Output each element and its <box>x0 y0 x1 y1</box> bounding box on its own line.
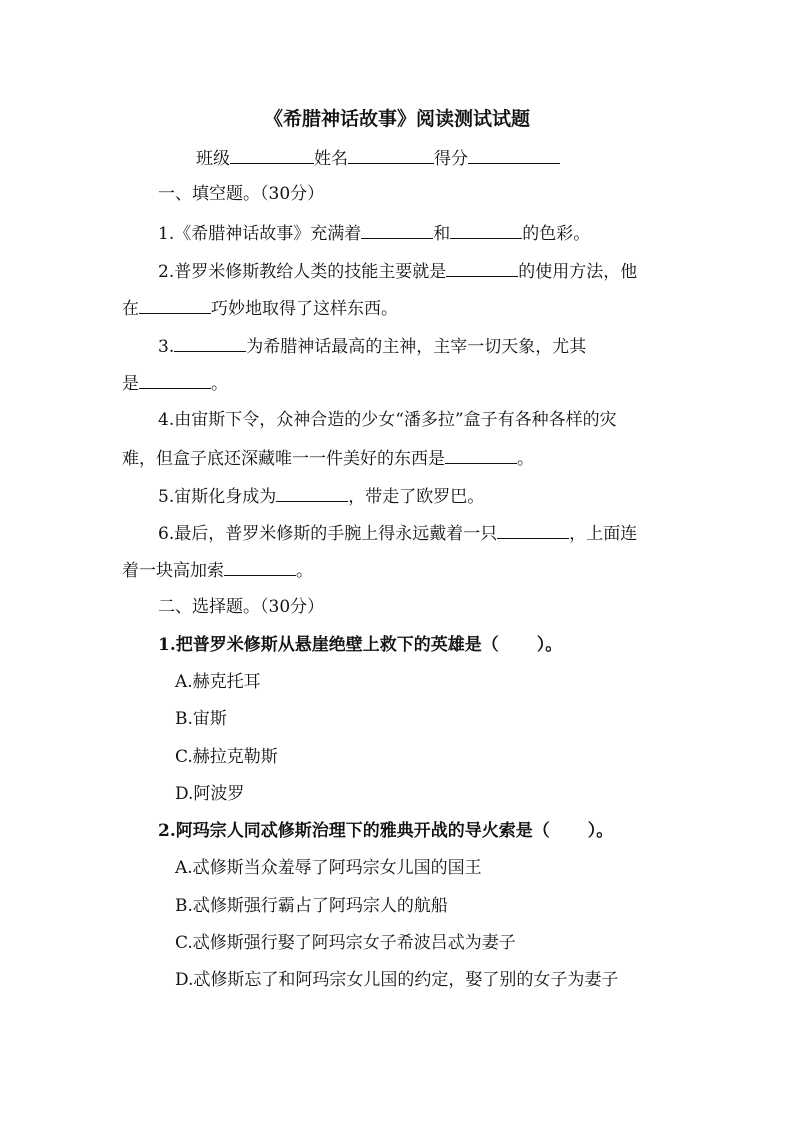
q1-blank-2[interactable] <box>450 221 522 239</box>
q6-blank-2[interactable] <box>224 558 296 576</box>
q4-blank[interactable] <box>445 446 517 464</box>
fill-question-6-line2: 着一块高加索 。 <box>122 558 682 582</box>
q1-option-d[interactable]: D.阿波罗 <box>175 784 245 804</box>
fill-question-2-line1: 2.普罗米修斯教给人类的技能主要就是 的使用方法，他 <box>158 259 718 283</box>
q2-blank-2[interactable] <box>139 296 211 314</box>
fill-question-1: 1.《希腊神话故事》充满着 和 的色彩。 <box>158 221 718 245</box>
fill-question-4-line2: 难，但盒子底还深藏唯一一件美好的东西是 。 <box>122 446 682 470</box>
section1-heading: 一、填空题。（30分） <box>158 184 325 204</box>
fill-question-2-line2: 在 巧妙地取得了这样东西。 <box>122 296 682 320</box>
q3-blank-2[interactable] <box>139 371 211 389</box>
section2-heading: 二、选择题。（30分） <box>158 597 325 617</box>
q5-blank[interactable] <box>276 484 348 502</box>
q2-blank-1[interactable] <box>446 259 518 277</box>
page-title: 《希腊神话故事》阅读测试试题 <box>263 108 530 130</box>
q2-option-a[interactable]: A.忒修斯当众羞辱了阿玛宗女儿国的国王 <box>175 858 482 878</box>
score-label: 得分 <box>434 149 468 169</box>
name-label: 姓名 <box>314 149 348 169</box>
fill-question-6-line1: 6.最后，普罗米修斯的手腕上得永远戴着一只 ，上面连 <box>158 521 718 545</box>
fill-question-4-line1: 4.由宙斯下令，众神合造的少女“潘多拉”盒子有各种各样的灾 <box>158 410 617 430</box>
fill-question-5: 5.宙斯化身成为 ，带走了欧罗巴。 <box>158 484 718 508</box>
q1-option-c[interactable]: C.赫拉克勒斯 <box>175 747 278 767</box>
q1-blank-1[interactable] <box>361 221 433 239</box>
class-blank[interactable] <box>230 146 314 164</box>
q2-option-d[interactable]: D.忒修斯忘了和阿玛宗女儿国的约定，娶了别的女子为妻子 <box>175 970 619 990</box>
fill-question-3-line2: 是 。 <box>122 371 682 395</box>
name-blank[interactable] <box>348 146 434 164</box>
q3-blank-1[interactable] <box>174 334 246 352</box>
class-label: 班级 <box>196 149 230 169</box>
score-blank[interactable] <box>468 146 560 164</box>
q6-blank-1[interactable] <box>497 521 569 539</box>
choice-question-2: 2.阿玛宗人同忒修斯治理下的雅典开战的导火索是（ ）。 <box>158 821 614 841</box>
q1-option-b[interactable]: B.宙斯 <box>175 709 227 729</box>
q2-option-b[interactable]: B.忒修斯强行霸占了阿玛宗人的航船 <box>175 896 448 916</box>
student-info-line <box>196 146 560 170</box>
fill-question-3-line1: 3. 为希腊神话最高的主神，主宰一切天象，尤其 <box>158 334 718 358</box>
q1-option-a[interactable]: A.赫克托耳 <box>175 672 261 692</box>
choice-question-1: 1.把普罗米修斯从悬崖绝壁上救下的英雄是（ ）。 <box>158 635 563 655</box>
q2-option-c[interactable]: C.忒修斯强行娶了阿玛宗女子希波吕忒为妻子 <box>175 933 516 953</box>
